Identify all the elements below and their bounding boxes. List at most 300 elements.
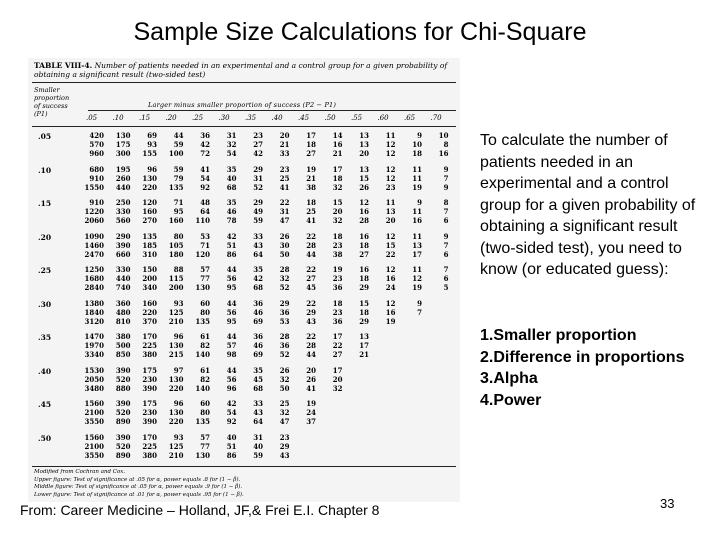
table-cell: 220	[142, 307, 157, 317]
table-cell: 97	[173, 365, 184, 375]
table-cell: 1680	[84, 274, 104, 283]
table-cell: 110	[195, 216, 210, 225]
table-cell: 310	[142, 249, 157, 259]
table-cell: 9	[417, 198, 422, 207]
table-cell: 160	[142, 207, 157, 216]
table-cell: 19	[306, 399, 316, 408]
table-cell: 380	[142, 350, 157, 359]
table-cell: 340	[142, 283, 157, 292]
table-cell: 890	[115, 450, 131, 460]
table-cell: 180	[168, 249, 184, 259]
table-cell: 92	[226, 417, 237, 426]
table-cell: 25	[306, 207, 316, 216]
table-cell: 31	[253, 173, 263, 183]
table-cell: 30	[279, 240, 290, 250]
table-cell: 390	[115, 399, 131, 408]
table-cell: 54	[226, 149, 237, 158]
table-cell: 36	[332, 283, 343, 292]
table-cell: 15	[359, 173, 369, 183]
table-column-header: .40	[271, 114, 283, 122]
table-cell: 13	[359, 131, 369, 140]
table-cell: 26	[279, 365, 290, 375]
table-cell: 35	[226, 198, 237, 207]
table-cell: 56	[226, 374, 237, 384]
table-cell: 18	[332, 298, 343, 308]
table-cell: 175	[115, 140, 131, 149]
table-cell: 32	[332, 182, 343, 192]
table-cell: 740	[115, 283, 131, 292]
table-cell: 72	[200, 149, 210, 158]
table-cell: 18	[332, 231, 343, 241]
requirement-item: 4.Power	[480, 391, 542, 409]
table-cell: 135	[142, 231, 157, 241]
table-cell: 25	[279, 399, 290, 408]
table-cell: 160	[168, 216, 184, 225]
table-cell: 1090	[84, 231, 104, 241]
table-cell: 20	[306, 365, 316, 375]
table-cell: 3340	[84, 350, 104, 359]
table-cell: 130	[115, 131, 131, 140]
table-cell: 32	[332, 216, 343, 225]
table-row-label: .40	[38, 366, 52, 376]
table-cell: 13	[385, 207, 396, 216]
table-cell: 29	[306, 307, 316, 317]
table-cell: 46	[253, 307, 263, 317]
table-cell: 13	[412, 240, 422, 250]
table-cell: 130	[168, 341, 184, 350]
table-cell: 125	[168, 307, 184, 317]
table-cell: 12	[385, 149, 396, 158]
table-cell: 47	[279, 417, 290, 426]
table-cell: 2100	[84, 441, 104, 451]
table-cell: 33	[279, 149, 290, 158]
table-column-header: .45	[298, 114, 310, 122]
table-cell: 420	[89, 131, 104, 140]
table-cell: 43	[253, 408, 263, 417]
table-cell: 56	[226, 274, 237, 283]
table-cell: 33	[253, 399, 263, 408]
table-cell: 44	[306, 249, 316, 259]
table-column-header: .05	[86, 114, 98, 122]
table-cell: 88	[173, 265, 184, 274]
table-cell: 57	[200, 265, 210, 274]
table-cell: 80	[200, 307, 210, 317]
table-cell: 77	[200, 441, 210, 451]
table-cell: 31	[226, 131, 237, 140]
table-cell: 570	[89, 140, 104, 149]
table-cell: 48	[200, 198, 210, 207]
table-cell: 29	[279, 441, 290, 451]
table-cell: 43	[279, 450, 290, 460]
table-cell: 86	[226, 450, 237, 460]
table-cell: 43	[253, 240, 263, 250]
table-cell: 16	[359, 265, 369, 274]
table-cell: 28	[306, 341, 316, 350]
table-cell: 41	[279, 182, 290, 192]
table-cell: 86	[226, 249, 237, 259]
table-cell: 23	[279, 432, 290, 442]
table-cell: 175	[142, 365, 157, 375]
table-cell: 380	[142, 450, 157, 460]
table-cell: 38	[332, 249, 343, 259]
table-cell: 18	[359, 307, 369, 317]
table-cell: 7	[443, 173, 449, 183]
table-row-label: .15	[38, 199, 52, 208]
table-cell: 1380	[84, 298, 104, 308]
table-cell: 370	[142, 316, 157, 326]
table-cell: 68	[226, 182, 237, 192]
table-cell: 28	[279, 265, 290, 274]
table-cell: 810	[115, 316, 131, 326]
table-cell: 6	[443, 216, 449, 225]
table-cell: 29	[359, 283, 369, 292]
table-cell: 35	[253, 265, 263, 274]
table-cell: 1470	[84, 332, 104, 341]
table-cell: 8	[443, 198, 449, 207]
table-cell: 53	[200, 231, 210, 241]
table-cell: 28	[306, 240, 316, 250]
table-cell: 17	[332, 164, 343, 174]
table-cell: 59	[253, 450, 263, 460]
table-cell: 105	[168, 240, 184, 250]
table-cell: 29	[253, 198, 263, 207]
table-cell: 22	[306, 298, 316, 308]
table-cell: 135	[168, 182, 184, 192]
table-cell: 38	[306, 182, 316, 192]
table-cell: 390	[115, 432, 131, 442]
table-cell: 15	[359, 298, 369, 308]
table-cell: 2060	[84, 216, 104, 225]
table-cell: 17	[332, 365, 343, 375]
table-footnote: Modified from Cochran and Cox.	[34, 469, 126, 475]
table-cell: 49	[253, 207, 263, 216]
table-cell: 100	[168, 149, 184, 158]
table-cell: 24	[385, 283, 396, 292]
table-column-header: .10	[112, 114, 124, 122]
table-cell: 92	[200, 182, 210, 192]
table-cell: 12	[385, 164, 396, 174]
requirements-list	[480, 325, 710, 411]
table-cell: 330	[115, 265, 131, 274]
table-cell: 71	[173, 198, 184, 207]
table-cell: 40	[226, 432, 237, 442]
table-cell: 64	[253, 417, 263, 426]
table-cell: 520	[115, 441, 131, 451]
table-cell: 3480	[84, 383, 104, 393]
table-cell: 18	[306, 140, 316, 149]
table-cell: 11	[385, 198, 396, 207]
table-cell: 32	[226, 140, 237, 149]
table-cell: 13	[359, 332, 369, 341]
table-cell: 28	[279, 332, 290, 341]
table-row-label: .45	[38, 400, 52, 409]
table-cell: 7	[417, 307, 422, 317]
table-cell: 93	[173, 432, 184, 442]
table-cell: 27	[359, 249, 369, 259]
table-column-header: .55	[351, 114, 363, 122]
table-row-label: .50	[38, 433, 52, 443]
table-cell: 19	[412, 182, 422, 192]
table-cell: 93	[147, 140, 157, 149]
table-cell: 59	[173, 164, 184, 174]
table-cell: 220	[168, 417, 184, 426]
table-cell: 26	[359, 182, 369, 192]
table-column-header: .70	[430, 114, 442, 122]
table-cell: 15	[385, 240, 396, 250]
table-cell: 150	[142, 265, 157, 274]
table-cell: 890	[115, 417, 131, 426]
table-cell: 120	[142, 198, 157, 207]
table-cell: 33	[253, 231, 263, 241]
table-cell: 21	[359, 350, 369, 359]
table-cell: 16	[412, 216, 422, 225]
table-cell: 23	[332, 274, 343, 283]
table-cell: 96	[173, 332, 184, 341]
table-cell: 46	[226, 207, 237, 216]
table-cell: 12	[385, 231, 396, 241]
table-cell: 35	[253, 365, 263, 375]
table-cell: 360	[115, 298, 131, 308]
table-cell: 27	[306, 274, 316, 283]
table-rule-header	[32, 126, 456, 127]
table-cell: 9	[417, 131, 422, 140]
table-cell: 270	[142, 216, 157, 225]
table-cell: 155	[142, 149, 157, 158]
table-footnote: Upper figure: Test of significance at .05 for α, power equals .8 for (1 − β).	[34, 476, 241, 483]
table-column-header: .65	[404, 114, 416, 122]
table-cell: 24	[306, 408, 316, 417]
table-cell: 9	[417, 298, 422, 308]
table-cell: 15	[332, 198, 343, 207]
table-cell: 7	[443, 265, 449, 274]
table-cell: 42	[226, 231, 237, 241]
table-cell: 36	[200, 131, 210, 140]
table-cell: 68	[253, 283, 263, 292]
table-cell: 850	[115, 350, 131, 359]
table-cell: 82	[200, 374, 210, 384]
table-cell: 660	[115, 249, 131, 259]
table-cell: 3550	[84, 417, 104, 426]
table-cell: 96	[173, 399, 184, 408]
table-row-label: .30	[38, 299, 52, 309]
table-cell: 130	[168, 374, 184, 384]
table-cell: 31	[253, 432, 263, 442]
table-cell: 18	[332, 173, 343, 183]
table-cell: 130	[168, 408, 184, 417]
table-cell: 95	[226, 283, 237, 292]
table-cell: 1530	[84, 365, 104, 375]
table-column-header: .60	[377, 114, 389, 122]
table-cell: 42	[253, 274, 263, 283]
table-cell: 52	[253, 182, 263, 192]
table-cell: 53	[279, 316, 290, 326]
table-cell: 59	[253, 216, 263, 225]
table-cell: 41	[306, 383, 316, 393]
table-cell: 95	[226, 316, 237, 326]
table-cell: 390	[142, 417, 157, 426]
table-cell: 185	[142, 240, 157, 250]
table-cell: 27	[306, 149, 316, 158]
table-cell: 41	[200, 164, 210, 174]
table-cell: 16	[332, 140, 343, 149]
table-cell: 50	[279, 249, 290, 259]
table-cell: 680	[89, 164, 104, 174]
table-cell: 45	[306, 283, 316, 292]
table-cell: 31	[279, 207, 290, 216]
table-cell: 11	[412, 164, 422, 174]
requirement-item: 2.Difference in proportions	[480, 348, 685, 366]
table-cell: 130	[142, 173, 157, 183]
table-cell: 36	[279, 307, 290, 317]
table-cell: 54	[226, 408, 237, 417]
table-cell: 46	[253, 341, 263, 350]
table-cell: 135	[195, 316, 210, 326]
table-cell: 16	[359, 207, 369, 216]
table-cell: 960	[89, 149, 104, 158]
table-cell: 12	[359, 198, 369, 207]
table-cell: 44	[226, 365, 237, 375]
table-cell: 32	[279, 274, 290, 283]
table-cell: 2100	[84, 408, 104, 417]
table-cell: 18	[306, 198, 316, 207]
table-cell: 880	[115, 383, 131, 393]
table-caption-text: Number of patients needed in an experimental and a control group for a given probability of obtaining a significant result (two-sided test)	[34, 61, 448, 79]
table-column-header: .30	[218, 114, 230, 122]
table-cell: 28	[359, 216, 369, 225]
table-rule-bottom	[32, 466, 456, 467]
table-cell: 390	[115, 240, 131, 250]
table-cell: 41	[306, 216, 316, 225]
table-cell: 80	[200, 408, 210, 417]
table-cell: 37	[306, 417, 316, 426]
table-cell: 910	[89, 173, 104, 183]
table-cell: 19	[385, 316, 396, 326]
table-cell: 93	[173, 298, 184, 308]
table-cell: 71	[200, 240, 210, 250]
table-cell: 220	[168, 383, 184, 393]
table-cell: 3120	[84, 316, 104, 326]
table-cell: 560	[115, 216, 131, 225]
slide-title: Sample Size Calculations for Chi-Square	[133, 18, 587, 46]
table-cell: 140	[195, 350, 210, 359]
table-cell: 13	[359, 164, 369, 174]
table-cell: 98	[226, 350, 237, 359]
table-cell: 16	[438, 149, 449, 158]
table-cell: 11	[412, 207, 422, 216]
table-column-header: .35	[245, 114, 257, 122]
table-cell: 44	[226, 265, 237, 274]
table-cell: 23	[332, 307, 343, 317]
table-cell: 170	[142, 432, 157, 442]
table-cell: 7	[443, 207, 449, 216]
table-cell: 1550	[84, 182, 104, 192]
table-cell: 27	[332, 350, 343, 359]
page-number: 33	[660, 496, 675, 511]
table-cell: 60	[200, 298, 210, 308]
table-cell: 51	[226, 240, 237, 250]
table-cell: 43	[306, 316, 316, 326]
table-cell: 14	[332, 131, 343, 140]
table-cell: 520	[115, 408, 131, 417]
table-cell: 170	[142, 332, 157, 341]
table-cell: 96	[147, 164, 157, 174]
table-cell: 380	[115, 332, 131, 341]
table-cell: 20	[279, 131, 290, 140]
table-cell: 520	[115, 374, 131, 384]
scanned-table-image	[28, 58, 460, 502]
table-cell: 18	[359, 240, 369, 250]
table-cell: 10	[438, 131, 449, 140]
table-cell: 125	[168, 441, 184, 451]
table-cell: 82	[200, 341, 210, 350]
table-cell: 22	[279, 198, 290, 207]
table-cell: 36	[332, 316, 343, 326]
table-cell: 50	[279, 383, 290, 393]
table-cell: 40	[226, 173, 237, 183]
table-cell: 300	[115, 149, 131, 158]
table-cell: 330	[115, 207, 131, 216]
table-cell: 59	[173, 140, 184, 149]
table-cell: 23	[253, 131, 263, 140]
table-cell: 12	[385, 265, 396, 274]
table-cell: 1840	[84, 307, 104, 317]
table-cell: 230	[142, 374, 157, 384]
table-column-header: .25	[192, 114, 204, 122]
table-cell: 12	[385, 173, 396, 183]
table-cell: 16	[359, 231, 369, 241]
table-cell: 210	[168, 316, 184, 326]
table-cell: 29	[279, 298, 290, 308]
table-cell: 225	[142, 341, 157, 350]
table-cell: 36	[279, 341, 290, 350]
table-cell: 36	[253, 298, 263, 308]
table-cell: 5	[443, 283, 449, 292]
table-cell: 200	[142, 274, 157, 283]
table-cell: 21	[279, 140, 290, 149]
table-caption-label: TABLE VIII-4.	[34, 61, 93, 70]
table-column-header: .50	[324, 114, 336, 122]
table-cell: 29	[359, 316, 369, 326]
table-cell: 130	[195, 450, 210, 460]
table-cell: 22	[385, 249, 396, 259]
table-cell: 23	[385, 182, 396, 192]
table-cell: 57	[226, 341, 237, 350]
table-cell: 64	[253, 249, 263, 259]
table-cell: 52	[279, 350, 290, 359]
table-cell: 47	[279, 216, 290, 225]
table-cell: 54	[200, 173, 210, 183]
table-cell: 500	[115, 341, 131, 350]
table-cell: 32	[279, 374, 290, 384]
table-row-label: .25	[38, 266, 52, 275]
table-cell: 12	[385, 140, 396, 149]
table-cell: 16	[385, 274, 396, 283]
table-cell: 9	[443, 164, 449, 174]
source-citation: From: Career Medicine – Holland, JF,& Frei E.I. Chapter 8	[20, 502, 380, 518]
table-cell: 440	[115, 274, 131, 283]
table-cell: 52	[279, 283, 290, 292]
table-cell: 440	[115, 182, 131, 192]
table-cell: 18	[412, 149, 422, 158]
table-cell: 11	[412, 265, 422, 274]
table-cell: 22	[332, 341, 343, 350]
table-cell: 80	[173, 231, 184, 241]
table-cell: 230	[142, 408, 157, 417]
table-cell: 60	[200, 399, 210, 408]
table-cell: 9	[443, 182, 449, 192]
table-cell: 78	[226, 216, 237, 225]
table-cell: 6	[443, 274, 449, 283]
